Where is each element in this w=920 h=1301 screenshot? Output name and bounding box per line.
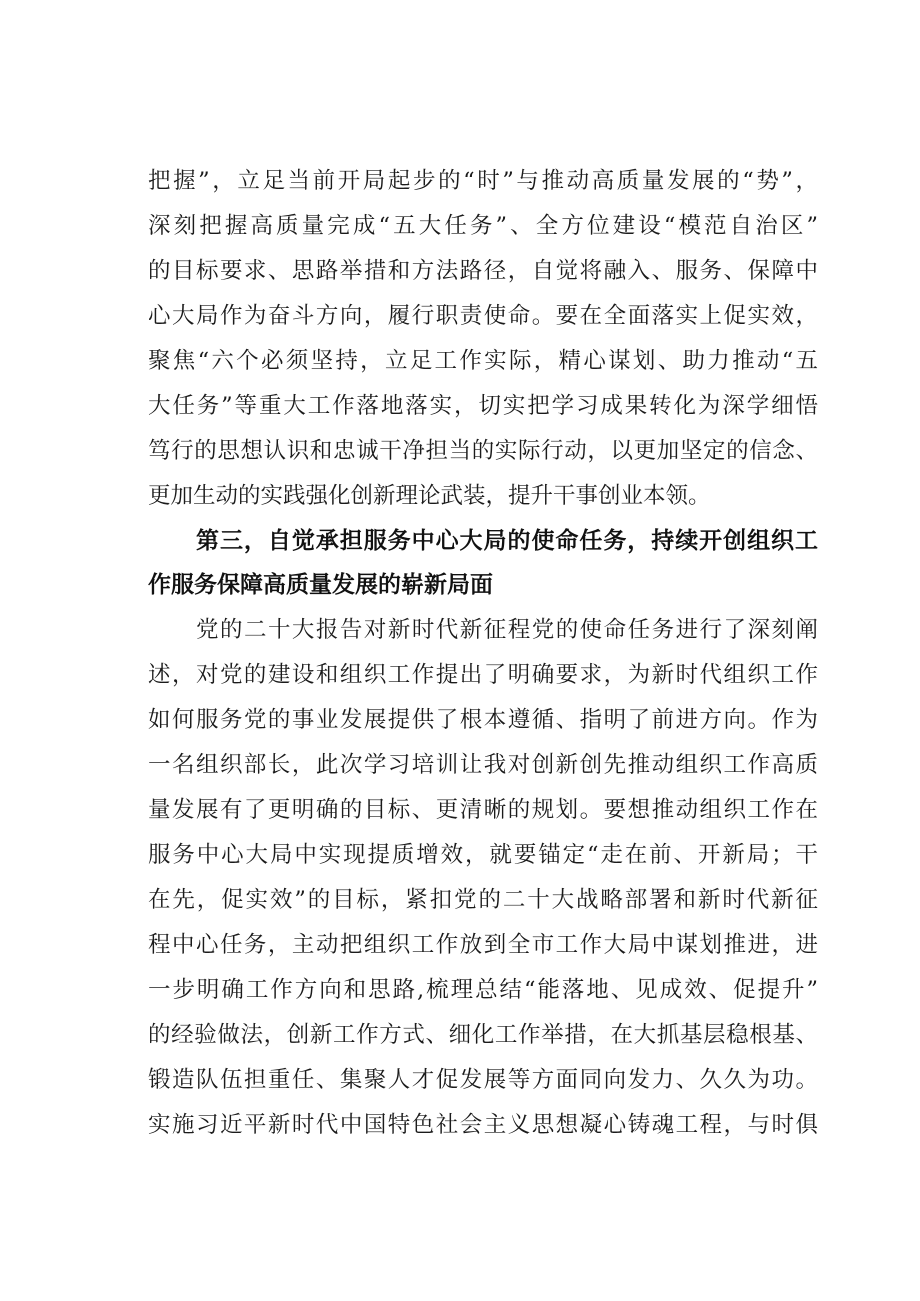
- paragraph-line: 述，对党的建设和组织工作提出了明确要求，为新时代组织工作: [148, 662, 818, 688]
- paragraph-line: 的目标要求、思路举措和方法路径，自觉将融入、服务、保障中: [148, 258, 818, 284]
- heading-line: 作服务保障高质量发展的崭新局面: [148, 572, 493, 598]
- paragraph-line: 量发展有了更明确的目标、更清晰的规划。要想推动组织工作在: [148, 797, 818, 823]
- paragraph-line: 如何服务党的事业发展提供了根本遵循、指明了前进方向。作为: [148, 707, 818, 733]
- paragraph-line: 大任务”等重大工作落地落实，切实把学习成果转化为深学细悟: [148, 393, 818, 419]
- paragraph-line: 更加生动的实践强化创新理论武装，提升干事创业本领。: [148, 483, 711, 509]
- paragraph-line: 心大局作为奋斗方向，履行职责使命。要在全面落实上促实效，: [148, 303, 818, 329]
- paragraph-line: 锻造队伍担重任、集聚人才促发展等方面同向发力、久久为功。: [148, 1067, 818, 1093]
- paragraph-line: 笃行的思想认识和忠诚干净担当的实际行动，以更加坚定的信念、: [148, 438, 818, 464]
- paragraph-line: 程中心任务，主动把组织工作放到全市工作大局中谋划推进，进: [148, 932, 818, 958]
- paragraph-line: 一步明确工作方向和思路,梳理总结“能落地、见成效、促提升”: [148, 977, 818, 1003]
- paragraph-line: 一名组织部长，此次学习培训让我对创新创先推动组织工作高质: [148, 752, 818, 778]
- paragraph-line: 把握”，立足当前开局起步的“时”与推动高质量发展的“势”，: [148, 168, 818, 194]
- paragraph-line: 服务中心大局中实现提质增效，就要锚定“走在前、开新局；干: [148, 842, 818, 868]
- paragraph-line: 深刻把握高质量完成“五大任务”、全方位建设“模范自治区”: [148, 213, 818, 239]
- paragraph-line: 在先，促实效”的目标，紧扣党的二十大战略部署和新时代新征: [148, 887, 818, 913]
- paragraph-line: 聚焦“六个必须坚持，立足工作实际，精心谋划、助力推动“五: [148, 348, 818, 374]
- heading-line: 第三，自觉承担服务中心大局的使命任务，持续开创组织工: [196, 528, 818, 554]
- paragraph-line: 实施习近平新时代中国特色社会主义思想凝心铸魂工程，与时俱: [148, 1112, 818, 1138]
- paragraph-line: 的经验做法，创新工作方式、细化工作举措，在大抓基层稳根基、: [148, 1022, 818, 1048]
- paragraph-line: 党的二十大报告对新时代新征程党的使命任务进行了深刻阐: [196, 617, 818, 643]
